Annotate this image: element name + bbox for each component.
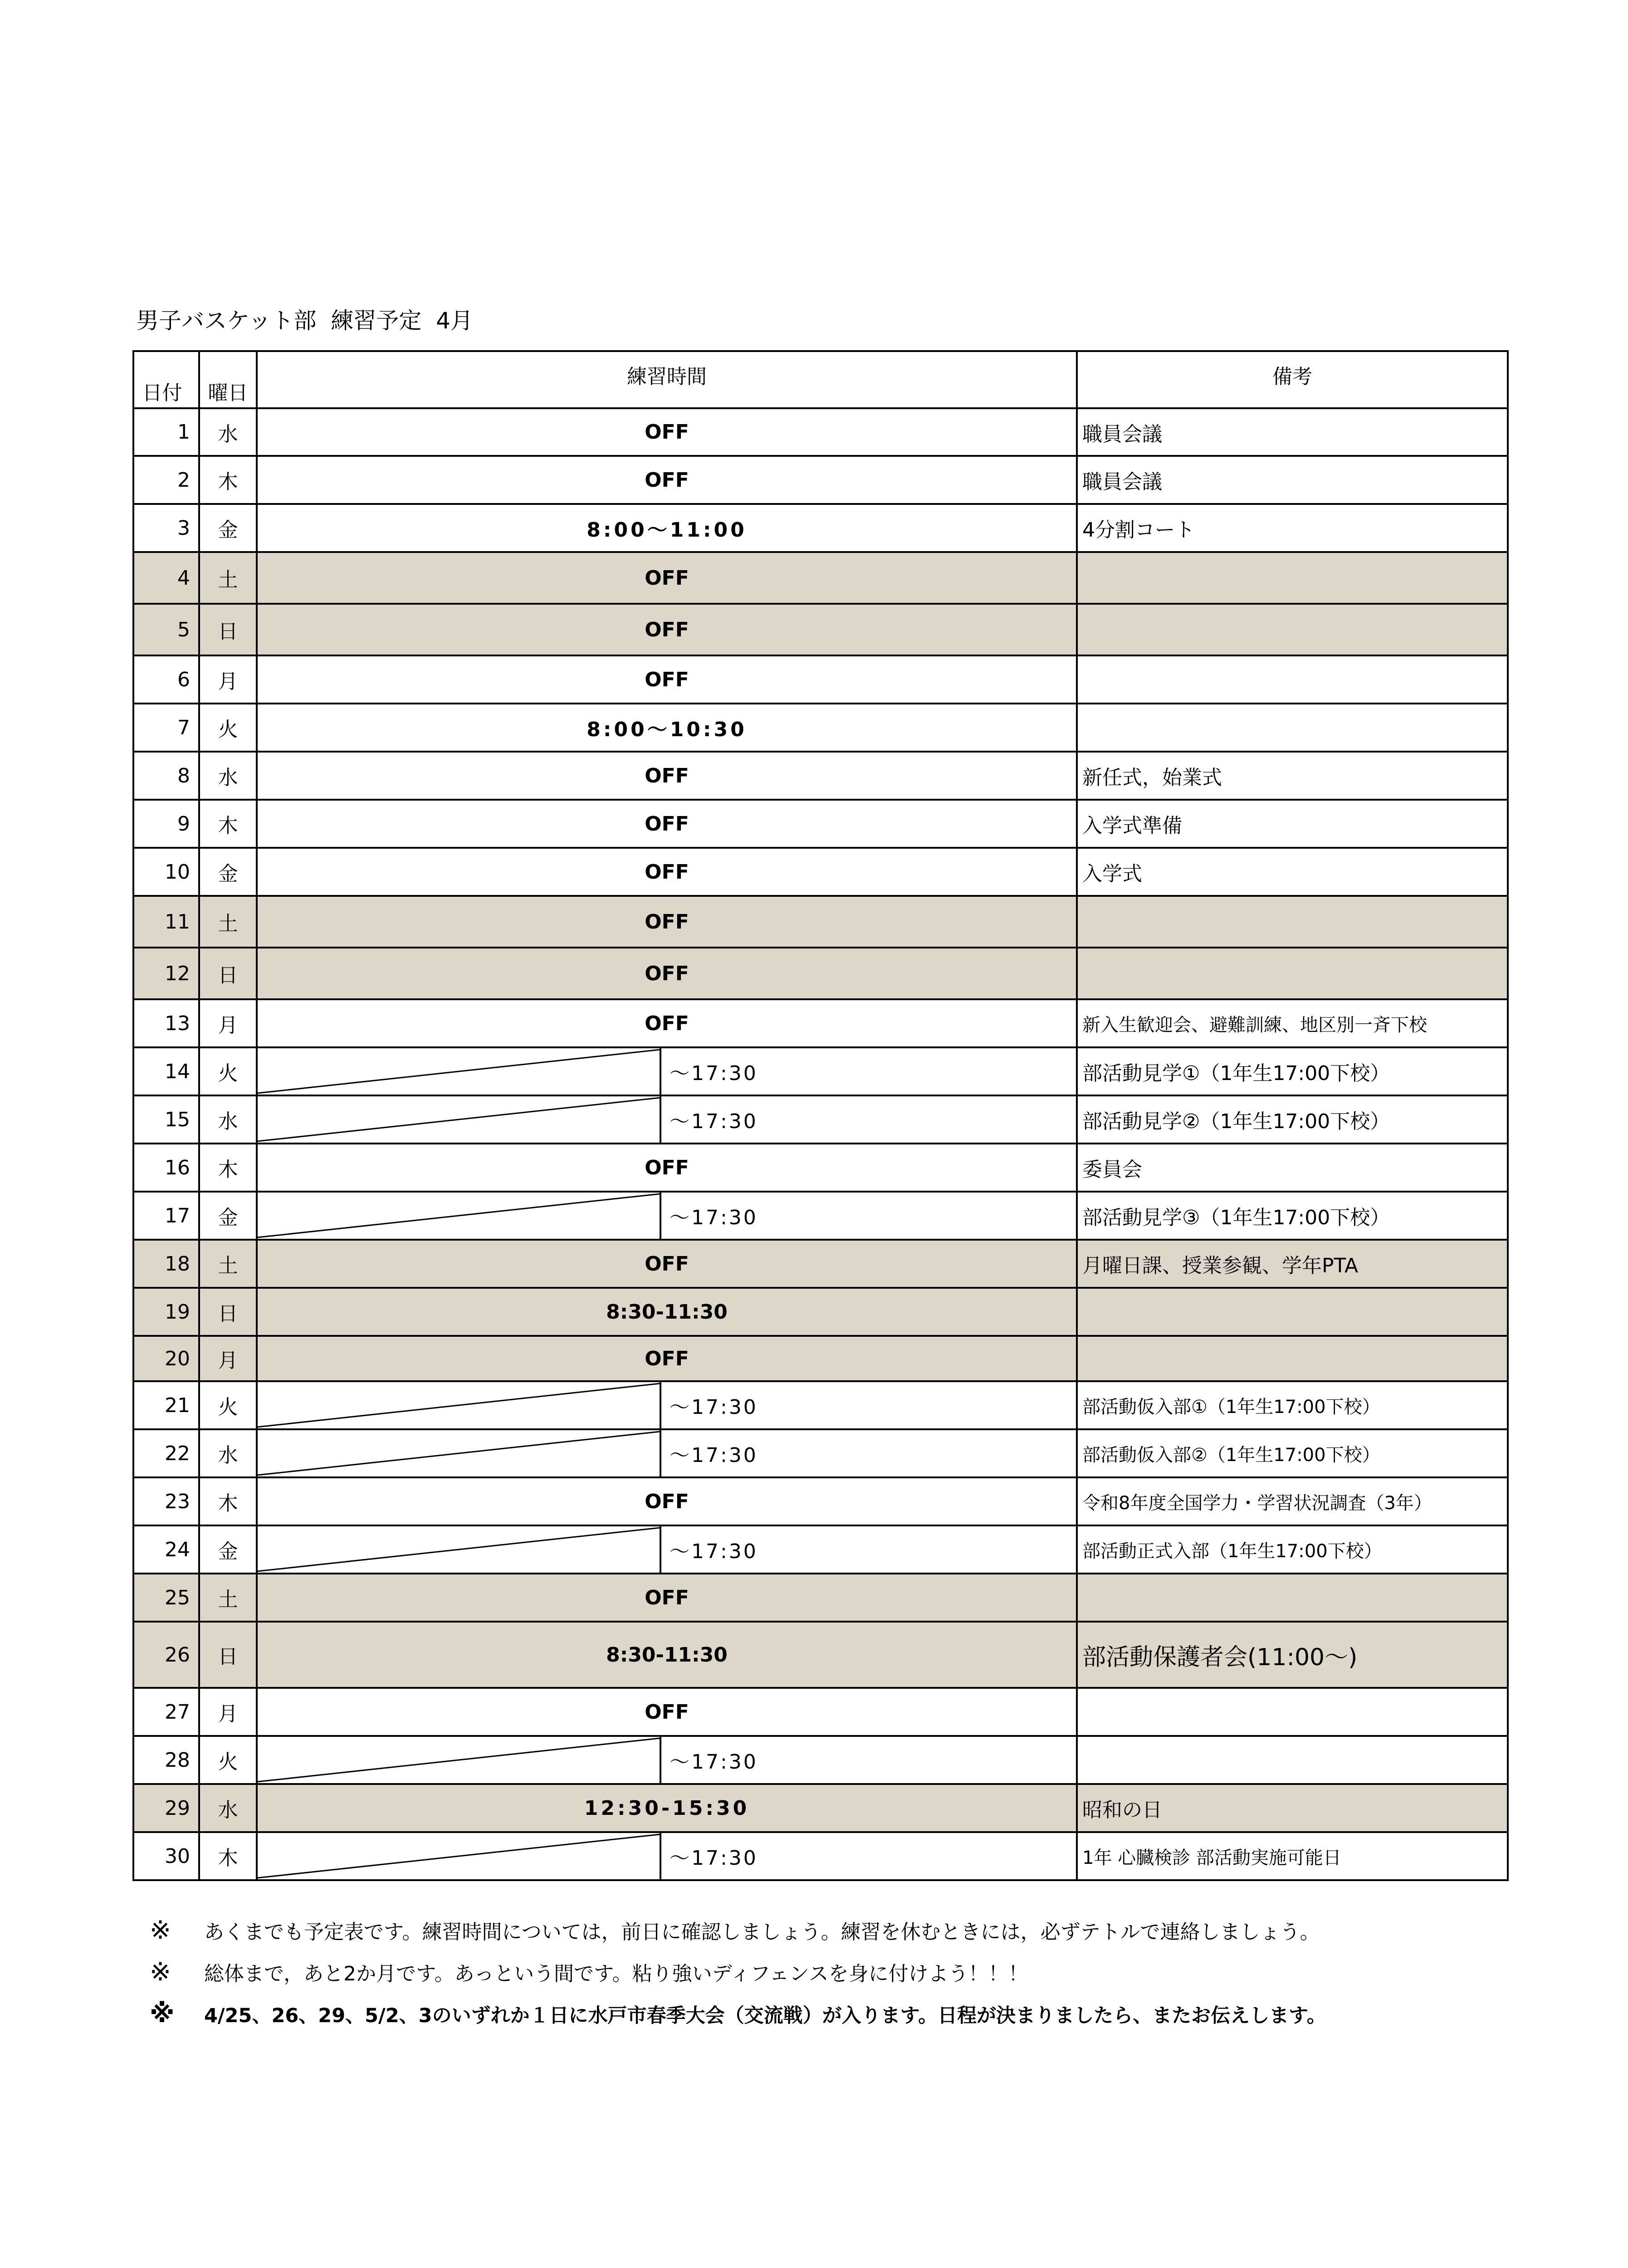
day-cell: 3 xyxy=(133,504,199,552)
day-cell: 12 xyxy=(133,948,199,999)
day-cell: 1 xyxy=(133,408,199,456)
table-row xyxy=(133,408,1508,456)
day-cell: 16 xyxy=(133,1144,199,1192)
practice-time-cell: OFF xyxy=(257,800,1077,848)
day-cell: 22 xyxy=(133,1429,199,1477)
diagonal-line xyxy=(258,1382,660,1428)
table-row xyxy=(133,1336,1508,1381)
practice-time-cell: OFF xyxy=(257,552,1077,604)
practice-time-cell: OFF xyxy=(257,655,1077,704)
day-cell: 6 xyxy=(133,655,199,704)
footnote-line xyxy=(150,1951,1326,1993)
table-row xyxy=(133,1095,1508,1144)
footnote-text: あくまでも予定表です。練習時間については，前日に確認しましょう。練習を休むときには，必ずテトルで連絡しましょう。 xyxy=(204,1921,1320,1944)
diagonal-line xyxy=(258,1193,660,1239)
remarks-cell: 新任式，始業式 xyxy=(1077,752,1508,800)
table-row xyxy=(133,1736,1508,1784)
table-row xyxy=(133,1192,1508,1240)
practice-end-time-cell: 〜17:30 xyxy=(660,1736,1077,1784)
weekday-cell: 火 xyxy=(199,1047,257,1095)
practice-end-time-cell: 〜17:30 xyxy=(660,1192,1077,1240)
weekday-cell: 土 xyxy=(199,896,257,948)
remarks-cell: 職員会議 xyxy=(1077,456,1508,504)
table-row xyxy=(133,1688,1508,1736)
practice-time-cell: OFF xyxy=(257,1240,1077,1288)
day-cell: 24 xyxy=(133,1525,199,1574)
weekday-cell: 日 xyxy=(199,604,257,655)
header-day: 日付 xyxy=(133,351,199,408)
practice-time-cell: OFF xyxy=(257,408,1077,456)
remarks-cell: 部活動正式入部（1年生17:00下校） xyxy=(1077,1525,1508,1574)
diagonal-blank-cell xyxy=(257,1736,660,1784)
footnote-text: 総体まで，あと2か月です。あっという間です。粘り強いディフェンスを身に付けよう！！！ xyxy=(204,1962,1028,1985)
table-row xyxy=(133,1784,1508,1832)
day-cell: 21 xyxy=(133,1381,199,1429)
remarks-cell: 部活動保護者会(11:00〜) xyxy=(1077,1622,1508,1688)
table-row xyxy=(133,704,1508,752)
day-cell: 19 xyxy=(133,1288,199,1336)
remarks-cell: 部活動見学①（1年生17:00下校） xyxy=(1077,1047,1508,1095)
table-row xyxy=(133,1047,1508,1095)
day-cell: 5 xyxy=(133,604,199,655)
weekday-cell: 月 xyxy=(199,999,257,1047)
day-cell: 26 xyxy=(133,1622,199,1688)
practice-time-cell: OFF xyxy=(257,948,1077,999)
table-row xyxy=(133,1525,1508,1574)
practice-end-time-cell: 〜17:30 xyxy=(660,1095,1077,1144)
diagonal-blank-cell xyxy=(257,1192,660,1240)
table-row xyxy=(133,800,1508,848)
remarks-cell: 部活動仮入部①（1年生17:00下校） xyxy=(1077,1381,1508,1429)
remarks-cell xyxy=(1077,1336,1508,1381)
diagonal-blank-cell xyxy=(257,1095,660,1144)
table-row xyxy=(133,604,1508,655)
remarks-cell xyxy=(1077,552,1508,604)
diagonal-line xyxy=(258,1833,660,1879)
remarks-cell xyxy=(1077,1574,1508,1622)
practice-end-time-cell: 〜17:30 xyxy=(660,1381,1077,1429)
table-row xyxy=(133,504,1508,552)
remarks-cell xyxy=(1077,704,1508,752)
table-row xyxy=(133,896,1508,948)
day-cell: 23 xyxy=(133,1477,199,1525)
table-row xyxy=(133,1622,1508,1688)
weekday-cell: 水 xyxy=(199,1429,257,1477)
remarks-cell: 部活動仮入部②（1年生17:00下校） xyxy=(1077,1429,1508,1477)
diagonal-line xyxy=(258,1096,660,1143)
day-cell: 8 xyxy=(133,752,199,800)
practice-time-cell: 8:30-11:30 xyxy=(257,1288,1077,1336)
day-cell: 9 xyxy=(133,800,199,848)
practice-time-cell: 8:00〜11:00 xyxy=(257,504,1077,552)
weekday-cell: 日 xyxy=(199,948,257,999)
weekday-cell: 金 xyxy=(199,1192,257,1240)
practice-time-cell: OFF xyxy=(257,1688,1077,1736)
remarks-cell: 委員会 xyxy=(1077,1144,1508,1192)
reference-mark: ※ xyxy=(150,1957,171,1987)
practice-time-cell: 8:00〜10:30 xyxy=(257,704,1077,752)
weekday-cell: 火 xyxy=(199,1381,257,1429)
table-row xyxy=(133,999,1508,1047)
practice-time-cell: OFF xyxy=(257,1336,1077,1381)
remarks-cell: 月曜日課、授業参観、学年PTA xyxy=(1077,1240,1508,1288)
weekday-cell: 火 xyxy=(199,704,257,752)
day-cell: 14 xyxy=(133,1047,199,1095)
day-cell: 25 xyxy=(133,1574,199,1622)
day-cell: 7 xyxy=(133,704,199,752)
practice-time-cell: OFF xyxy=(257,1477,1077,1525)
weekday-cell: 土 xyxy=(199,1240,257,1288)
day-cell: 17 xyxy=(133,1192,199,1240)
table-row xyxy=(133,1477,1508,1525)
remarks-cell: 令和8年度全国学力・学習状況調査（3年） xyxy=(1077,1477,1508,1525)
day-cell: 20 xyxy=(133,1336,199,1381)
practice-time-cell: OFF xyxy=(257,604,1077,655)
table-row xyxy=(133,1429,1508,1477)
weekday-cell: 火 xyxy=(199,1736,257,1784)
practice-time-cell: OFF xyxy=(257,752,1077,800)
weekday-cell: 日 xyxy=(199,1622,257,1688)
footnotes xyxy=(150,1910,1326,2035)
weekday-cell: 水 xyxy=(199,1784,257,1832)
remarks-cell xyxy=(1077,1688,1508,1736)
practice-time-cell: OFF xyxy=(257,1574,1077,1622)
weekday-cell: 土 xyxy=(199,552,257,604)
header-remarks: 備考 xyxy=(1077,351,1508,408)
schedule-table xyxy=(132,350,1509,1881)
weekday-cell: 木 xyxy=(199,1477,257,1525)
table-row xyxy=(133,552,1508,604)
day-cell: 4 xyxy=(133,552,199,604)
weekday-cell: 月 xyxy=(199,1688,257,1736)
practice-time-cell: OFF xyxy=(257,896,1077,948)
table-header-row xyxy=(133,351,1508,408)
day-cell: 30 xyxy=(133,1832,199,1880)
table-row xyxy=(133,1574,1508,1622)
remarks-cell: 昭和の日 xyxy=(1077,1784,1508,1832)
diagonal-blank-cell xyxy=(257,1047,660,1095)
weekday-cell: 金 xyxy=(199,848,257,896)
weekday-cell: 月 xyxy=(199,655,257,704)
day-cell: 2 xyxy=(133,456,199,504)
footnote-text: 4/25、26、29、5/2、3のいずれか１日に水戸市春季大会（交流戦）が入ります。日程が決まりましたら、またお伝えします。 xyxy=(204,2004,1326,2027)
practice-time-cell: 8:30-11:30 xyxy=(257,1622,1077,1688)
diagonal-line xyxy=(258,1526,660,1573)
weekday-cell: 木 xyxy=(199,1832,257,1880)
day-cell: 27 xyxy=(133,1688,199,1736)
table-row xyxy=(133,1832,1508,1880)
table-row xyxy=(133,1144,1508,1192)
remarks-cell: 入学式 xyxy=(1077,848,1508,896)
weekday-cell: 月 xyxy=(199,1336,257,1381)
remarks-cell: 部活動見学③（1年生17:00下校） xyxy=(1077,1192,1508,1240)
weekday-cell: 木 xyxy=(199,456,257,504)
day-cell: 18 xyxy=(133,1240,199,1288)
remarks-cell: 1年 心臓検診 部活動実施可能日 xyxy=(1077,1832,1508,1880)
weekday-cell: 日 xyxy=(199,1288,257,1336)
practice-time-cell: OFF xyxy=(257,1144,1077,1192)
page-title: 男子バスケット部 練習予定 4月 xyxy=(136,308,473,334)
day-cell: 11 xyxy=(133,896,199,948)
practice-end-time-cell: 〜17:30 xyxy=(660,1832,1077,1880)
practice-end-time-cell: 〜17:30 xyxy=(660,1047,1077,1095)
table-row xyxy=(133,752,1508,800)
remarks-cell xyxy=(1077,655,1508,704)
weekday-cell: 水 xyxy=(199,408,257,456)
footnote-line xyxy=(150,1910,1326,1951)
practice-time-cell: OFF xyxy=(257,456,1077,504)
header-weekday: 曜日 xyxy=(199,351,257,408)
day-cell: 28 xyxy=(133,1736,199,1784)
weekday-cell: 土 xyxy=(199,1574,257,1622)
reference-mark: ※ xyxy=(150,1916,171,1945)
table-row xyxy=(133,1288,1508,1336)
day-cell: 15 xyxy=(133,1095,199,1144)
remarks-cell xyxy=(1077,1288,1508,1336)
weekday-cell: 水 xyxy=(199,752,257,800)
diagonal-blank-cell xyxy=(257,1832,660,1880)
weekday-cell: 木 xyxy=(199,1144,257,1192)
table-row xyxy=(133,948,1508,999)
practice-end-time-cell: 〜17:30 xyxy=(660,1429,1077,1477)
remarks-cell xyxy=(1077,604,1508,655)
weekday-cell: 金 xyxy=(199,504,257,552)
header-practice-time: 練習時間 xyxy=(257,351,1077,408)
table-row xyxy=(133,655,1508,704)
remarks-cell xyxy=(1077,896,1508,948)
diagonal-blank-cell xyxy=(257,1525,660,1574)
remarks-cell: 部活動見学②（1年生17:00下校） xyxy=(1077,1095,1508,1144)
weekday-cell: 水 xyxy=(199,1095,257,1144)
diagonal-blank-cell xyxy=(257,1429,660,1477)
practice-time-cell: OFF xyxy=(257,999,1077,1047)
remarks-cell: 新入生歓迎会、避難訓練、地区別一斉下校 xyxy=(1077,999,1508,1047)
remarks-cell: 4分割コート xyxy=(1077,504,1508,552)
day-cell: 10 xyxy=(133,848,199,896)
footnote-line xyxy=(150,1993,1326,2035)
diagonal-line xyxy=(258,1737,660,1783)
reference-mark: ※ xyxy=(150,1999,175,2028)
table-row xyxy=(133,848,1508,896)
diagonal-line xyxy=(258,1430,660,1476)
table-row xyxy=(133,1240,1508,1288)
table-row xyxy=(133,1381,1508,1429)
table-row xyxy=(133,456,1508,504)
remarks-cell xyxy=(1077,1736,1508,1784)
remarks-cell: 入学式準備 xyxy=(1077,800,1508,848)
diagonal-blank-cell xyxy=(257,1381,660,1429)
practice-time-cell: 12:30-15:30 xyxy=(257,1784,1077,1832)
remarks-cell: 職員会議 xyxy=(1077,408,1508,456)
day-cell: 13 xyxy=(133,999,199,1047)
weekday-cell: 木 xyxy=(199,800,257,848)
practice-end-time-cell: 〜17:30 xyxy=(660,1525,1077,1574)
practice-time-cell: OFF xyxy=(257,848,1077,896)
diagonal-line xyxy=(258,1048,660,1095)
remarks-cell xyxy=(1077,948,1508,999)
day-cell: 29 xyxy=(133,1784,199,1832)
weekday-cell: 金 xyxy=(199,1525,257,1574)
